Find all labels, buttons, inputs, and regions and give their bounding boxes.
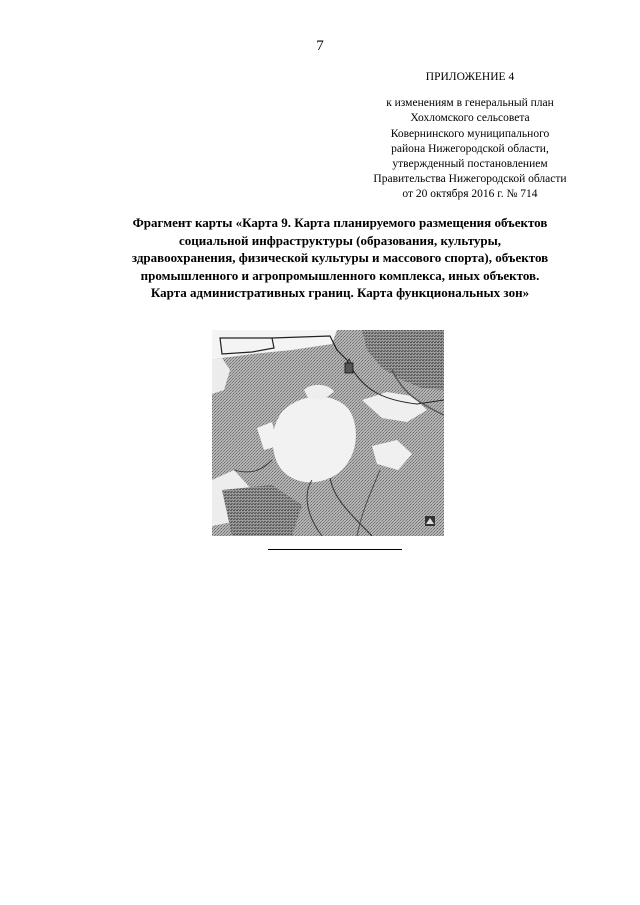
appendix-line: к изменениям в генеральный план xyxy=(386,97,554,110)
signature-line xyxy=(268,549,402,550)
appendix-line: района Нижегородской области, xyxy=(391,142,549,155)
document-heading xyxy=(60,214,620,302)
page-number: 7 xyxy=(316,38,324,54)
appendix-title: ПРИЛОЖЕНИЕ 4 xyxy=(425,71,515,83)
heading-line: Карта административных границ. Карта функциональных зон» xyxy=(150,285,530,301)
heading-line: Фрагмент карты «Карта 9. Карта планируемого размещения объектов xyxy=(132,215,548,230)
heading-line: промышленного и агропромышленного комплекса, иных объектов. xyxy=(140,267,540,283)
appendix-line: Хохломского сельсовета xyxy=(410,112,530,125)
map-object-marker xyxy=(345,363,353,373)
appendix-line: Ковернинского муниципального xyxy=(390,127,550,140)
heading-line: социальной инфраструктуры (образования, культуры, xyxy=(178,232,502,248)
map-fragment xyxy=(212,330,444,536)
heading-line: здравоохранения, физической культуры и массового спорта), объектов xyxy=(131,250,549,266)
appendix-line: от 20 октября 2016 г. № 714 xyxy=(402,188,538,201)
appendix-line: утвержденный постановлением xyxy=(392,158,548,171)
appendix-line: Правительства Нижегородской области xyxy=(373,173,567,186)
appendix-header xyxy=(350,70,590,203)
